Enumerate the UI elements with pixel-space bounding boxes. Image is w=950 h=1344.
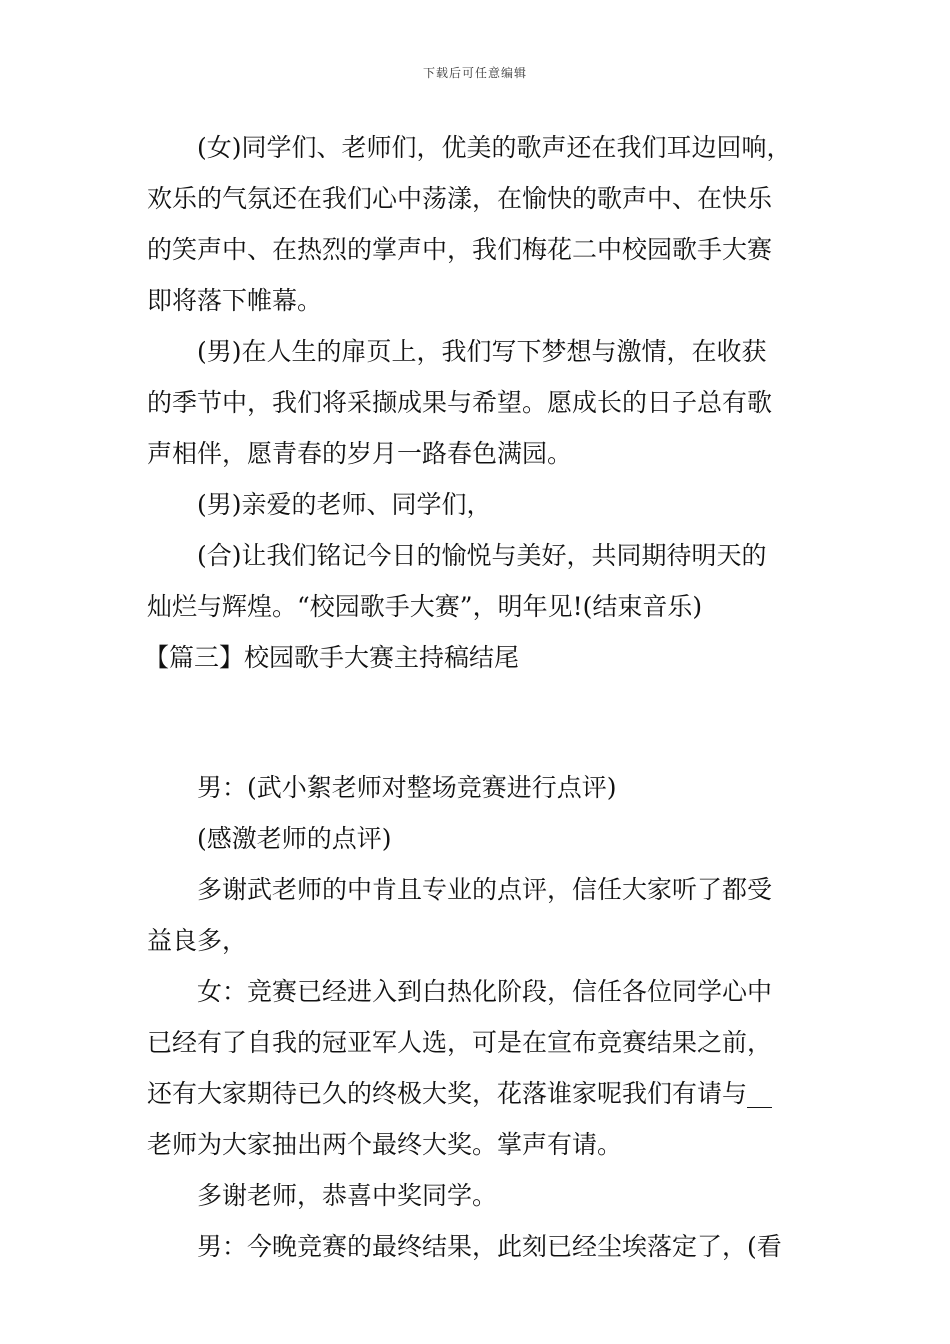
document-body	[144, 122, 817, 1272]
text-line: 还有大家期待已久的终极大奖，花落谁家呢我们有请与__	[147, 1079, 773, 1108]
text-line: 灿烂与辉煌。“校园歌手大赛”，明年见!(结束音乐)	[147, 592, 703, 621]
text-line: 多谢武老师的中肯且专业的点评，信任大家听了都受	[197, 875, 773, 904]
text-line: (男)亲爱的老师、同学们，	[197, 490, 492, 519]
text-line: (感激老师的点评)	[197, 824, 392, 853]
text-line: 欢乐的气氛还在我们心中荡漾，在愉快的歌声中、在快乐	[147, 184, 773, 213]
section-heading: 【篇三】校园歌手大赛主持稿结尾	[144, 643, 520, 672]
blank-gap	[147, 699, 817, 746]
text-line: 女：竞赛已经进入到白热化阶段，信任各位同学心中	[197, 977, 773, 1006]
text-line: 已经有了自我的冠亚军人选，可是在宣布竞赛结果之前，	[147, 1028, 773, 1057]
text-line: 即将落下帷幕。	[147, 286, 323, 315]
text-line: (合)让我们铭记今日的愉悦与美好，共同期待明天的	[197, 541, 767, 570]
text-line: 的季节中，我们将采撷成果与希望。愿成长的日子总有歌	[147, 388, 773, 417]
text-line: (女)同学们、老师们，优美的歌声还在我们耳边回响，	[197, 133, 792, 162]
text-line: 声相伴，愿青春的岁月一路春色满园。	[147, 439, 573, 468]
text-line: 多谢老师，恭喜中奖同学。	[197, 1181, 498, 1210]
text-line: 益良多，	[147, 926, 248, 955]
page-header: 下载后可任意编辑	[422, 66, 527, 80]
text-line: (男)在人生的扉页上，我们写下梦想与激情，在收获	[197, 337, 767, 366]
text-line: 男：今晚竞赛的最终结果，此刻已经尘埃落定了，(看	[197, 1232, 782, 1261]
text-line: 男：(武小絮老师对整场竞赛进行点评)	[197, 773, 617, 802]
text-line: 老师为大家抽出两个最终大奖。掌声有请。	[147, 1130, 623, 1159]
text-line: 的笑声中、在热烈的掌声中，我们梅花二中校园歌手大赛	[147, 235, 773, 264]
